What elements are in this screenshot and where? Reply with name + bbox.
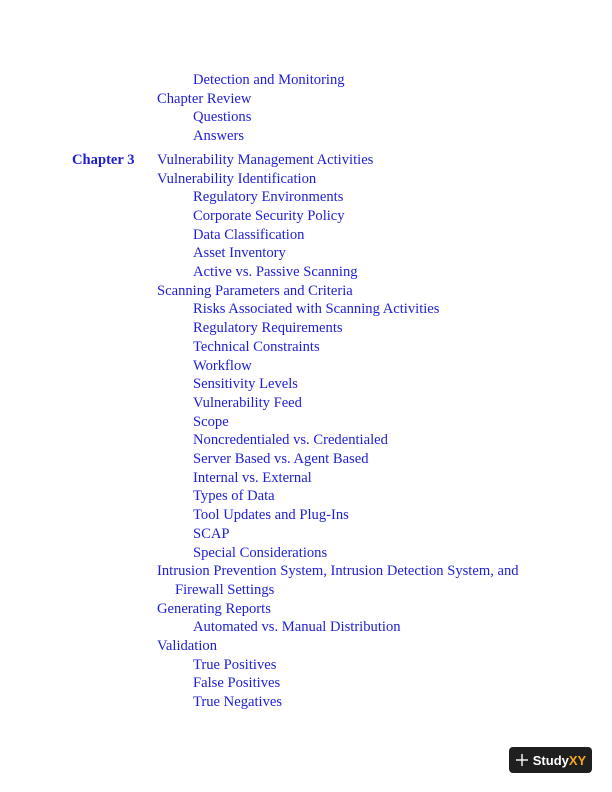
toc-entry[interactable]: Special Considerations (193, 544, 328, 561)
toc-entry[interactable]: Noncredentialed vs. Credentialed (193, 432, 388, 449)
toc-entry[interactable]: Risks Associated with Scanning Activities (193, 301, 440, 318)
toc-entry[interactable]: Automated vs. Manual Distribution (193, 619, 401, 636)
toc-entry[interactable]: Internal vs. External (193, 469, 312, 486)
toc-entry[interactable]: Asset Inventory (193, 245, 286, 262)
plus-icon (515, 753, 529, 767)
toc-entry[interactable]: Answers (193, 128, 245, 145)
toc-entry[interactable]: SCAP (193, 525, 230, 542)
chapter-label: Chapter 3 (72, 151, 135, 168)
toc-entry[interactable]: Types of Data (193, 488, 275, 505)
toc-entry[interactable]: Regulatory Requirements (193, 320, 343, 337)
toc-entry[interactable]: Firewall Settings (175, 581, 275, 598)
toc-entry[interactable]: Tool Updates and Plug-Ins (193, 507, 349, 524)
toc-entry[interactable]: Data Classification (193, 226, 305, 243)
toc-entry[interactable]: Active vs. Passive Scanning (193, 264, 358, 280)
chapter-title[interactable]: Vulnerability Management Activities (157, 151, 374, 168)
toc-entry[interactable]: Server Based vs. Agent Based (193, 451, 369, 467)
toc-entry[interactable]: True Negatives (193, 694, 283, 711)
badge-xy-text: XY (568, 752, 587, 768)
toc-entry[interactable]: Vulnerability Identification (157, 170, 317, 187)
toc-entry[interactable]: Scanning Parameters and Criteria (157, 282, 353, 299)
toc-entry[interactable]: True Positives (193, 656, 277, 673)
toc-entry[interactable]: Technical Constraints (193, 338, 320, 355)
badge-study-text: Study (532, 752, 569, 768)
toc-entry[interactable]: Vulnerability Feed (193, 394, 302, 411)
toc-entry[interactable]: Workflow (193, 357, 252, 374)
toc-entry[interactable]: Scope (193, 413, 229, 430)
toc-entry[interactable]: Generating Reports (157, 600, 271, 617)
toc-entry[interactable]: Detection and Monitoring (193, 72, 345, 88)
toc-entry[interactable]: Corporate Security Policy (193, 207, 345, 224)
toc-entry[interactable]: Questions (193, 109, 252, 126)
toc-entry[interactable]: Chapter Review (157, 90, 252, 107)
toc-entry[interactable]: Validation (157, 638, 217, 654)
toc-entry[interactable]: Intrusion Prevention System, Intrusion Detection System, and (157, 563, 519, 580)
toc-entry[interactable]: False Positives (193, 675, 281, 692)
toc-entry[interactable]: Sensitivity Levels (193, 376, 298, 393)
toc-entry[interactable]: Regulatory Environments (193, 189, 344, 206)
studyxy-badge[interactable] (509, 747, 592, 773)
